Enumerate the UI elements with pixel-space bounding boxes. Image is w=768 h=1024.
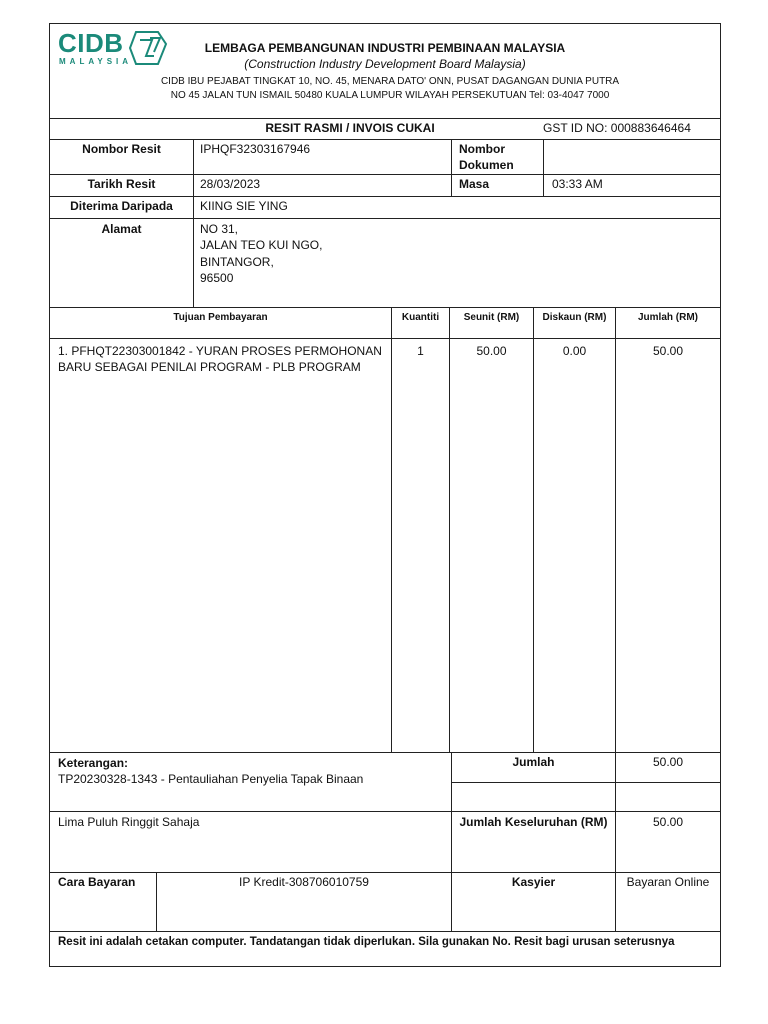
alamat-label: Alamat bbox=[101, 222, 142, 236]
col-header-tujuan: Tujuan Pembayaran bbox=[173, 312, 268, 323]
gst-id: GST ID NO: 000883646464 bbox=[543, 121, 691, 135]
alamat-line: 96500 bbox=[200, 271, 234, 285]
address-line-1: CIDB IBU PEJABAT TINGKAT 10, NO. 45, MENARA DATO' ONN, PUSAT DAGANGAN DUNIA PUTRA bbox=[160, 76, 620, 87]
frame-bottom bbox=[49, 966, 721, 967]
footer-note: Resit ini adalah cetakan computer. Tandatangan tidak diperlukan. Sila gunakan No. Resit bagi urusan seterusnya bbox=[58, 936, 675, 948]
item-discount: 0.00 bbox=[562, 344, 587, 358]
alamat-line: BINTANGOR, bbox=[200, 255, 274, 269]
frame-top bbox=[49, 23, 721, 24]
item-desc-line-2: BARU SEBAGAI PENILAI PROGRAM - PLB PROGRAM bbox=[58, 360, 361, 374]
tarikh-value: 28/03/2023 bbox=[200, 177, 261, 191]
nombor-dokumen-label-2: Dokumen bbox=[459, 158, 514, 172]
item-qty: 1 bbox=[417, 344, 424, 358]
org-name-en: (Construction Industry Development Board Malaysia) bbox=[244, 57, 526, 71]
logo-text: CIDB bbox=[58, 28, 124, 58]
jumlah-value: 50.00 bbox=[652, 755, 684, 769]
diterima-value: KIING SIE YING bbox=[200, 199, 288, 213]
masa-label: Masa bbox=[459, 177, 490, 191]
col-header-diskaun: Diskaun (RM) bbox=[542, 312, 607, 323]
kasyier-value: Bayaran Online bbox=[626, 875, 710, 889]
nombor-resit-label: Nombor Resit bbox=[82, 142, 161, 156]
item-desc-line-1: 1. PFHQT22303001842 - YURAN PROSES PERMOHONAN bbox=[58, 344, 382, 358]
cidb-logo bbox=[58, 30, 176, 72]
jumlah-label: Jumlah bbox=[512, 755, 555, 769]
frame-left bbox=[49, 23, 50, 967]
org-name: LEMBAGA PEMBANGUNAN INDUSTRI PEMBINAAN MALAYSIA bbox=[204, 41, 566, 55]
address-line-2: NO 45 JALAN TUN ISMAIL 50480 KUALA LUMPUR WILAYAH PERSEKUTUAN Tel: 03-4047 7000 bbox=[170, 90, 610, 101]
grand-total-label: Jumlah Keseluruhan (RM) bbox=[459, 815, 608, 829]
nombor-resit-value: IPHQF32303167946 bbox=[200, 142, 311, 156]
frame-right bbox=[720, 23, 721, 967]
item-total: 50.00 bbox=[652, 344, 684, 358]
cara-bayaran-value: IP Kredit-308706010759 bbox=[239, 875, 369, 889]
grand-total-value: 50.00 bbox=[652, 815, 684, 829]
logo-sub: MALAYSIA bbox=[59, 57, 133, 66]
tarikh-label: Tarikh Resit bbox=[87, 177, 156, 191]
logo-emblem-icon bbox=[128, 30, 172, 66]
keterangan-value: TP20230328-1343 - Pentauliahan Penyelia Tapak Binaan bbox=[58, 772, 364, 786]
kasyier-label: Kasyier bbox=[511, 875, 556, 889]
masa-value: 03:33 AM bbox=[552, 177, 603, 191]
receipt-title: RESIT RASMI / INVOIS CUKAI bbox=[265, 121, 435, 135]
alamat-line: NO 31, bbox=[200, 222, 239, 236]
amount-words: Lima Puluh Ringgit Sahaja bbox=[58, 815, 200, 829]
col-header-jumlah: Jumlah (RM) bbox=[638, 312, 698, 323]
col-header-kuantiti: Kuantiti bbox=[401, 312, 440, 323]
nombor-dokumen-label-1: Nombor bbox=[459, 142, 505, 156]
cara-bayaran-label: Cara Bayaran bbox=[58, 875, 136, 889]
alamat-line: JALAN TEO KUI NGO, bbox=[200, 238, 323, 252]
item-unit: 50.00 bbox=[476, 344, 507, 358]
diterima-label: Diterima Daripada bbox=[70, 199, 173, 213]
keterangan-label: Keterangan: bbox=[58, 756, 129, 770]
col-header-seunit: Seunit (RM) bbox=[463, 312, 520, 323]
